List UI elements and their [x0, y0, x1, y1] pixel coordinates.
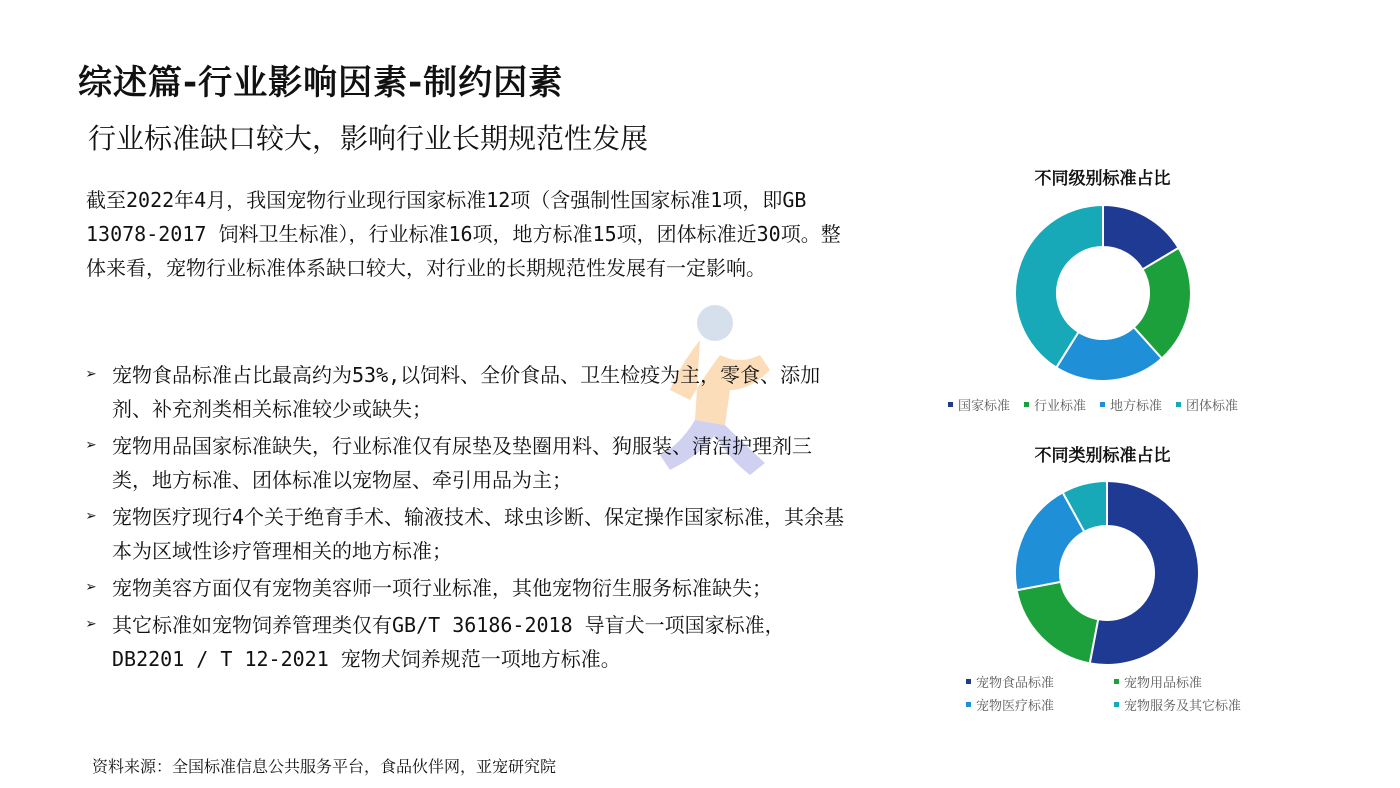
donut-slice-supplies — [1017, 582, 1099, 664]
legend-swatch — [1024, 402, 1029, 407]
bullet-text: 宠物医疗现行4个关于绝育手术、输液技术、球虫诊断、保定操作国家标准，其余基本为区域性诊疗管理相关的地方标准； — [112, 505, 845, 563]
legend-swatch — [966, 679, 971, 684]
legend-label: 团体标准 — [1186, 399, 1239, 414]
bullet-text: 宠物食品标准占比最高约为53%,以饲料、全价食品、卫生检疫为主，零食、添加剂、补充剂类相关标准较少或缺失； — [112, 363, 821, 421]
bullet-list — [86, 358, 846, 679]
bullet-item — [86, 500, 846, 568]
arrow-bullet-icon: ➢ — [86, 577, 97, 598]
bullet-item — [86, 571, 846, 605]
legend-item-medical — [966, 695, 1114, 714]
bullet-text: 宠物美容方面仅有宠物美容师一项行业标准，其他宠物衍生服务标准缺失； — [112, 576, 772, 600]
donut-chart-level — [1012, 202, 1194, 384]
legend-item-supplies — [1114, 672, 1274, 691]
legend-swatch — [1114, 702, 1119, 707]
page-subtitle: 行业标准缺口较大，影响行业长期规范性发展 — [88, 122, 649, 155]
chart-title-level: 不同级别标准占比 — [1034, 169, 1171, 189]
legend-item-service-other — [1114, 695, 1274, 714]
bullet-text: 其它标准如宠物饲养管理类仅有GB/T 36186-2018 导盲犬一项国家标准，DB2201 / T 12-2021 宠物犬饲养规范一项地方标准。 — [112, 613, 785, 671]
legend-item-food — [966, 672, 1114, 691]
arrow-bullet-icon: ➢ — [86, 506, 97, 527]
legend-label: 宠物食品标准 — [976, 676, 1055, 691]
legend-label: 宠物用品标准 — [1124, 676, 1203, 691]
legend-item-group — [1176, 395, 1238, 414]
chart-title-category: 不同类别标准占比 — [1034, 446, 1171, 466]
arrow-bullet-icon: ➢ — [86, 435, 97, 456]
legend-swatch — [1114, 679, 1119, 684]
bullet-text: 宠物用品国家标准缺失，行业标准仅有尿垫及垫圈用料、狗服装、清洁护理剂三类，地方标准、团体标准以宠物屋、牵引用品为主； — [112, 434, 812, 492]
page-title: 综述篇-行业影响因素-制约因素 — [78, 63, 564, 103]
legend-category — [966, 672, 1286, 714]
legend-label: 国家标准 — [958, 399, 1011, 414]
legend-swatch — [948, 402, 953, 407]
legend-item-local — [1100, 395, 1162, 414]
bullet-item — [86, 608, 846, 676]
bullet-item — [86, 358, 846, 426]
legend-label: 行业标准 — [1034, 399, 1087, 414]
legend-item-industry — [1024, 395, 1086, 414]
legend-label: 宠物服务及其它标准 — [1124, 699, 1242, 714]
legend-label: 宠物医疗标准 — [976, 699, 1055, 714]
legend-item-national — [948, 395, 1010, 414]
legend-label: 地方标准 — [1110, 399, 1163, 414]
arrow-bullet-icon: ➢ — [86, 614, 97, 635]
donut-chart-category — [1014, 480, 1200, 666]
arrow-bullet-icon: ➢ — [86, 364, 97, 385]
source-note: 资料来源：全国标准信息公共服务平台，食品伙伴网，亚宠研究院 — [92, 757, 557, 776]
legend-swatch — [966, 702, 971, 707]
legend-level — [948, 395, 1278, 414]
intro-paragraph: 截至2022年4月，我国宠物行业现行国家标准12项（含强制性国家标准1项，即GB 13078-2017 饲料卫生标准），行业标准16项，地方标准15项，团体标准近30项。整体来看，宠物行业标准体系缺口较大，对行业的长期规范性发展有一定影响。 — [86, 188, 841, 280]
bullet-item — [86, 429, 846, 497]
legend-swatch — [1100, 402, 1105, 407]
legend-swatch — [1176, 402, 1181, 407]
